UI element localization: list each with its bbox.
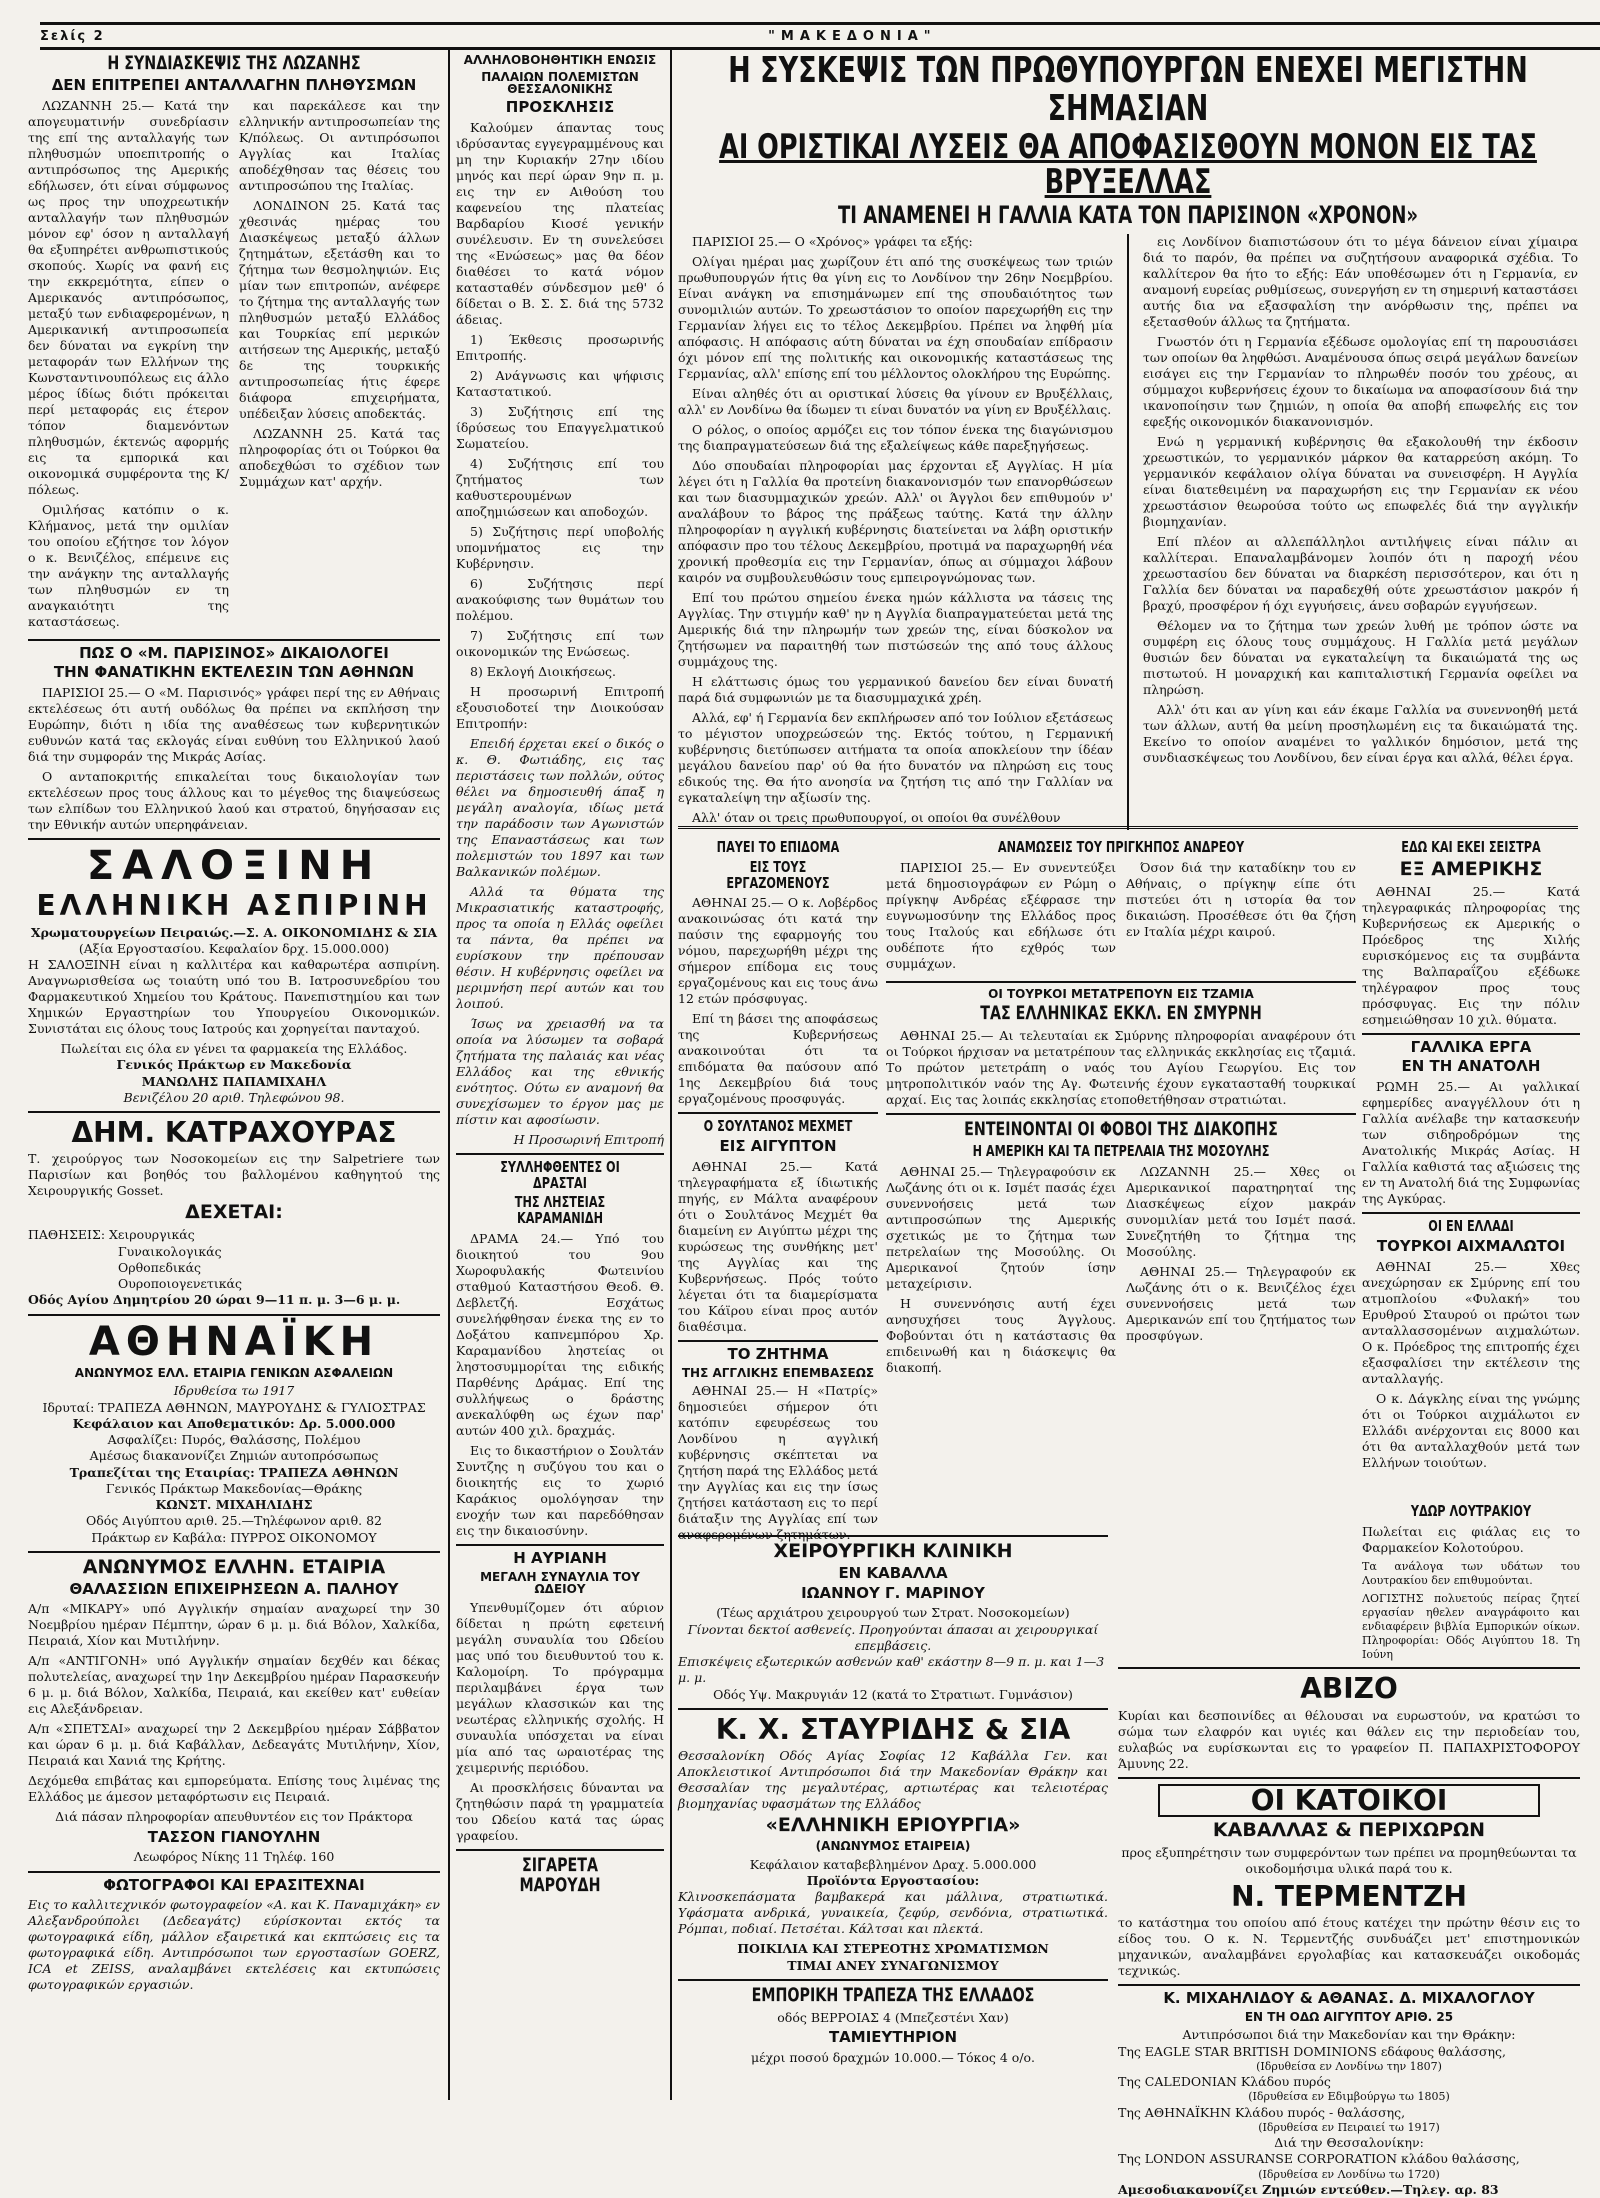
divider	[1362, 1033, 1580, 1035]
paragraph: ΛΩΖΑΝΝΗ 25.— Κατά την απογευματινήν συνεδρίασιν της επί της ανταλλαγής των πληθυσμών υποεπιτροπής ο αντιπρόσωπος της Αμερικής εδήλωσεν, ότι είναι σύμφωνος ως προς την υποχρεωτικήν ανταλλαγήν των πληθυσμών μόνον εφ' όσον η ανταλλαγή θα εξυπηρέτει ανθρωπιστικούς σκοπούς. Χωρίς να φανή εις την εκκρεμότητα, είπεν ο Αμερικανός αντιπρόσωπος, μεταξύ των ενδιαφερομένων, η Αμερικανική αντιπροσωπεία δεν δύναται να εγκρίνη την μεταφοράν των Ελλήνων της Κωνσταντινουπόλεως εις άλλο μέρος ίδίως διότι πρόκειται περί μεταφοράς εις έτερον τόπον διαμενόντων πληθυσμών, έκτενώς αφορμής εις τα εμπορικά και οικονομικά συμφέροντα της Κ/πόλεως.	[28, 97, 229, 497]
ad-line: ΠΑΘΗΣΕΙΣ: Χειρουργικάς	[28, 1227, 195, 1243]
ad-text: Θεσσαλονίκη Οδός Αγίας Σοφίας 12 Καβάλλα Γεν. και Αποκλειστικοί Αντιπρόσωποι διά την Μακεδονίαν Θράκην και Θεσσαλίαν της μεγαλυτέρας, αρτιωτέρας και τελειοτέρας βιομηχανίας υφασμάτων της Ελλάδος	[678, 1748, 1108, 1812]
divider	[1118, 1777, 1580, 1779]
ad-line: Οδός Υψ. Μακρυγιάν 12 (κατά το Στρατιωτ. Γυμνάσιον)	[713, 1686, 1073, 1702]
divider	[28, 1314, 440, 1316]
ad-line: Επισκέψεις εξωτερικών ασθενών καθ' εκάστην 8—9 π. μ. και 1—3 μ. μ.	[678, 1654, 1105, 1686]
paragraph: Αλλά τα θύματα της Μικρασιατικής καταστροφής, προς τα οποία η Ελλάς οφείλει τα πάντα, θα πρέπει να ευρίσκουν την πρέπουσαν θέσιν. Η κυβέρνησις οφείλει να μεριμνήση περί αυτών και του λοιπού.	[456, 883, 664, 1011]
ad-line: Της CALEDONIAN Κλάδου πυρός	[1118, 2074, 1331, 2090]
ad-line: Πωλείται εις όλα εν γένει τα φαρμακεία της Ελλάδος.	[60, 1041, 408, 1057]
headline: ΕΔΩ ΚΑΙ ΕΚΕΙ ΣΕΙΣΤΡΑ	[1401, 838, 1541, 856]
paragraph: Ίσως να χρειασθή να τα οποία να λύσωμεν τα σοβαρά ζητήματα της παλαιάς και νέας Ελλάδος και της εθνικής ενότητος. Ούτω εν αναμονή θα συνεχίσωμεν το έργον μας με πίστιν και αφοσίωσιν.	[456, 1015, 664, 1127]
ad-title: ΔΗΜ. ΚΑΤΡΑΧΟΥΡΑΣ	[71, 1116, 397, 1150]
divider	[456, 1153, 664, 1155]
ad-line: Οδός Αγίου Δημητρίου 20 ώραι 9—11 π. μ. 3—6 μ. μ.	[28, 1292, 401, 1308]
paragraph: ΑΘΗΝΑΙ 25.— Αι τελευταίαι εκ Σμύρνης πληροφορίαι αναφέρουν ότι οι Τούρκοι ήρχισαν να μετατρέπουν τας ελληνικάς εκκλησίας εις τζαμιά. Το πρώτον μετετράπη ο ναός του Αγίου Γεωργίου. Εις τον μητροπολιτικόν ναόν της Αγ. Φωτεινής έχουν εγκατασταθή τουρκικαί αρχαί. Εις τας λοιπάς εκκλησίας ετοποθετήθησαν στρατιώται.	[886, 1028, 1356, 1108]
article-earthquake	[1362, 840, 1580, 1028]
ad-line: Ουροποιογενετικάς	[118, 1276, 242, 1292]
divider	[678, 1112, 878, 1114]
paragraph: ΑΘΗΝΑΙ 25.— Η «Πατρίς» δημοσιεύει σήμερον ότι κατόπιν εφευρέσεως του Λονδίνου η αγγλική κυβέρνησις σκέπτεται να ζητήση παρά της Ελλάδος μετά την Αγγλίας και εις την ίσως ζητήσει κατάσταση εις το περί διάταξιν της Αγγλίας επί των αναφερομένων ζητημάτων.	[678, 1383, 878, 1543]
paragraph: Η συνεννόησις αυτή έχει ανησυχήσει τους Άγγλους. Φοβούνται ότι η κατάστασις θα επιδεινωθή και η διάσκεψις θα διακοπή.	[886, 1295, 1116, 1375]
ad-abizo	[1118, 1674, 1580, 1771]
divider	[1362, 1212, 1580, 1214]
ad-line: Λεωφόρος Νίκης 11 Τηλέφ. 160	[133, 1849, 335, 1865]
ad-line: (Ιδρυθείσα εν Λονδίνω τω 1720)	[1258, 2167, 1440, 2181]
lead-headline-3: ΤΙ ΑΝΑΜΕΝΕΙ Η ΓΑΛΛΙΑ ΚΑΤΑ ΤΟΝ ΠΑΡΙΣΙΝΟΝ «ΧΡΟΝΟΝ»	[837, 200, 1419, 229]
ad-termentzi	[1118, 1784, 1580, 1979]
ad-clinic	[678, 1542, 1108, 1703]
ad-line: Τραπεζίται της Εταιρίας: ΤΡΑΠΕΖΑ ΑΘΗΝΩΝ	[69, 1464, 399, 1480]
article-prince-andrew	[886, 840, 1356, 976]
paragraph: Ο ανταποκριτής επικαλείται τους δικαιολογίαν των εκτελέσεων προς τους άλλους και το μέγεθος της διαψεύσεως των ελπίδων του Ελληνικού λαού και στρατού, δηγήσασαν εις την Εθνικήν αυτών υπερηφάνειαν.	[28, 769, 440, 833]
ad-brand-sub: (ΑΝΩΝΥΜΟΣ ΕΤΑΙΡΕΙΑ)	[815, 1839, 971, 1854]
ad-text: Α/π «ΜΙΚΑΡΥ» υπό Αγγλικήν σημαίαν αναχωρεί την 30 Νοεμβρίου ημέραν Πέμπτην, ώραν 6 μ. μ. διά Βόλον, Χαλκίδα, Πειραιά, Χίον και Μυτιλήνην.	[28, 1601, 440, 1649]
article-french-works	[1362, 1037, 1580, 1208]
ad-footer: ΣΙΓΑΡΕΤΑ ΜΑΡΟΥΔΗ	[519, 1853, 601, 1896]
paragraph: και παρεκάλεσε και την ελληνικήν αντιπροσωπείαν της Κ/πόλεως. Οι αντιπρόσωποι Αγγλίας και Ιταλίας αποδέχθησαν τας θέσεις του αντιπροσώπου της Ιταλίας.	[239, 97, 440, 193]
ad-title: ΥΔΩΡ ΛΟΥΤΡΑΚΙΟΥ	[1410, 1502, 1532, 1520]
ad-subtitle: ΔΕΧΕΤΑΙ:	[185, 1201, 283, 1224]
paragraph: ΡΩΜΗ 25.— Αι γαλλικαί εφημερίδες αναγγέλλουν ότι η Γαλλία ανέλαβε την κατασκευήν των σιδηροδρόμων της Ανατολικής Μικράς Ασίας. Η Γαλλία καθιστά τας αξιώσεις της εν τη Ανατολή διά της Συμφωνίας της Αγκύρας.	[1362, 1079, 1580, 1207]
divider	[678, 1708, 1108, 1710]
divider	[886, 981, 1356, 983]
ad-title: ΑΝΩΝΥΜΟΣ ΕΛΛΗΝ. ΕΤΑΙΡΙΑ	[82, 1555, 386, 1578]
paragraph: Ομιλήσας κατόπιν ο κ. Κλήμανος, μετά την ομιλίαν του οποίου εζήτησε τον λόγον ο κ. Βενιζέλος, επέμεινε εις την ανάγκην της ανταλλαγής των πληθυσμών εν τη αναγκαιότητι της καταστάσεως.	[28, 501, 229, 629]
notice-title: ΑΛΛΗΛΟΒΟΗΘΗΤΙΚΗ ΕΝΩΣΙΣ	[463, 53, 657, 67]
ad-name: ΙΩΑΝΝΟΥ Γ. ΜΑΡΙΝΟΥ	[801, 1583, 985, 1602]
ad-title: ΟΙ ΚΑΤΟΙΚΟΙ	[1158, 1784, 1540, 1817]
article-sultan	[678, 1119, 878, 1335]
paragraph: Θέλομεν να το ζήτημα των χρεών λυθή με τρόπον ώστε να συμφέρη εις όλους τους συμμάχους. Η Γαλλία μετά μεγάλων θυσιών δεν δύναται να εγκαταλείψη τα δικαιώματά της ως πιστωτού. Η μοναρχική και καπιταλιστική Γερμανία οφείλει να πληρώση.	[1143, 618, 1578, 698]
ad-text: Εις το καλλιτεχνικόν φωτογραφείον «Α. και Κ. Παναμιχάκη» εν Αλεξανδρούπολει (Δεδεαγάτς) εύρίσκονται εκτός τα φωτογραφικά είδη, μάλλον εξαιρετικά και εκπτώσεις εις τα φωτογραφικά είδη. Αντιπρόσωποι των εργοστασίων GOERZ, ICA et ZEISS, αναλαμβάνει εκτελέσεις και εκτυπώσεις φωτογραφικών εργασιών.	[28, 1897, 440, 1993]
ad-line: προς εξυπηρέτησιν των συμφερόντων των πρέπει να προμηθεύωνται τα οικοδομήσιμα υλικά παρά του κ.	[1121, 1845, 1577, 1877]
paragraph: Αι προσκλήσεις δύνανται να ζητηθώσιν παρά τη γραμματεία του Ωδείου κατά τας ώρας γραφείου.	[456, 1779, 664, 1843]
ad-title: Κ. Χ. ΣΤΑΥΡΙΔΗΣ & ΣΙΑ	[715, 1712, 1071, 1746]
column-left	[28, 50, 440, 1997]
paragraph: Ο κ. Δάγκλης είναι της γνώμης ότι οι Τούρκοι αιχμάλωτοι εν Ελλάδι ανέρχονται εις 8000 και ότι θα ανταλλαχθούν μετά των Ελλήνων τοιούτων.	[1362, 1390, 1580, 1470]
headline: ΠΩΣ Ο «Μ. ΠΑΡΙΣΙΝΟΣ» ΔΙΚΑΙΟΛΟΓΕΙ	[79, 643, 389, 662]
ad-line: Διά πάσαν πληροφορίαν απευθυντέον εις τον Πράκτορα	[55, 1809, 413, 1825]
subheadline: ΔΕΝ ΕΠΙΤΡΕΠΕΙ ΑΝΤΑΛΛΑΓΗΝ ΠΛΗΘΥΣΜΩΝ	[51, 75, 417, 94]
masthead-title: "ΜΑΚΕΔΟΝΙΑ"	[768, 28, 937, 44]
ad-line: μέχρι ποσού δραχμών 10.000.— Τόκος 4 ο/ο.	[750, 2049, 1036, 2065]
subheadline: ΤΗΝ ΦΑΝΑΤΙΚΗΝ ΕΚΤΕΛΕΣΙΝ ΤΩΝ ΑΘΗΝΩΝ	[53, 663, 415, 682]
column-rule	[448, 50, 450, 2100]
paragraph: ΑΘΗΝΑΙ 25.— Κατά τηλεγραφήματα εξ ίδιωτικής πηγής, εν Μάλτα αναφέρουν ότι ο Σουλτάνος Μεχμέτ θα διαμείνη εν Αιγύπτω μέχρι της κυρώσεως της συνθήκης μετ' της Αγγλίας και της Κυβερνήσεως. Πρός τούτο λέγεται ότι τα διαμερίσματα του Κάϊρου είναι προς αυτόν διαθέσιμα.	[678, 1158, 878, 1334]
ad-line: ΚΩΝΣΤ. ΜΙΧΑΗΛΙΔΗΣ	[155, 1497, 313, 1512]
ad-athinaiki	[28, 1318, 440, 1546]
headline: ΠΑΥΕΙ ΤΟ ΕΠΙΔΟΜΑ	[716, 838, 840, 856]
ad-line: Ασφαλίζει: Πυρός, Θαλάσσης, Πολέμου	[107, 1432, 361, 1447]
ad-subtitle: ΕΝ ΚΑΒΑΛΛΑ	[838, 1563, 948, 1582]
list-item: 7) Συζήτησις επί των οικονομικών της Ενώσεως.	[456, 627, 664, 659]
subheadline: ΤΑΣ ΕΛΛΗΝΙΚΑΣ ΕΚΚΛ. ΕΝ ΣΜΥΡΝΗ	[980, 1002, 1262, 1025]
ad-subtitle: ΕΛΛΗΝΙΚΗ ΑΣΠΙΡΙΝΗ	[36, 889, 432, 923]
paragraph: Καλούμεν άπαντας τους ιδρύσαντας εγγεγραμμένους και μη την Κυριακήν 27ην ιδίου μηνός και περί ώραν 9ην π. μ. εις την εν Αιθούση του καφενείου της πλατείας Βαρδαρίου Κιοσέ γενικήν συνέλευσιν. Εν τη συνελεύσει της «Ενώσεως» μας θα δέον διαθέσει το κατά νόμον κατασταθέν σύνδεσμον μεθ' ό δίδεται ο Β. Σ. Σ. διά της 5732 άδειας.	[456, 119, 664, 327]
ad-line: Ιδρυταί: ΤΡΑΠΕΖΑ ΑΘΗΝΩΝ, ΜΑΥΡΟΥΔΗΣ & ΓΥΛΙΟΣΤΡΑΣ	[42, 1399, 426, 1415]
ornament-rule	[678, 826, 1578, 835]
masthead	[40, 22, 1600, 50]
ad-text: Πωλείται εις φιάλας εις το Φαρμακείον Κολοτούρου.	[1362, 1523, 1580, 1555]
headline: Η ΑΥΡΙΑΝΗ	[513, 1548, 607, 1567]
divider	[456, 1849, 664, 1851]
paragraph: ΛΩΖΑΝΝΗ 25.— Χθες οι Αμερικανικοί παρατηρηταί της Διασκέψεως είχον μακράν συνομιλίαν μετά του Ισμέτ πασά. Συνεζητήθη το ζήτημα της Μοσούλης.	[1126, 1163, 1356, 1259]
paragraph: ΠΑΡΙΣΙΟΙ 25.— Ο «Μ. Παρισινός» γράφει περί της εν Αθήναις εκτελέσεως ότι αυτή ουδόλως θα πρέπει να εκπλήσση την Ευρώπην, διότι η ιδία της αναθέσεως των κυβερνητικών ευθυνών κατά τας εκλογάς είναι ευθύνη του Ελληνικού λαού διά την συμφοράν της Μικράς Ασίας.	[28, 685, 440, 765]
ad-line: Κεφάλαιον και Αποθεματικόν: Δρ. 5.000.000	[72, 1415, 396, 1431]
ads-right	[1118, 1500, 1580, 2197]
paragraph: Επειδή έρχεται εκεί ο δικός ο κ. Θ. Φωτιάδης, εις τας περιστάσεις των πολλών, ούτος θέλει να δημοσιευθή άπαξ η μεγάλη αναλογία, ιδίως μετά την παράδοσιν των Αγωνιστών της Επαναστάσεως και των πολεμιστών του 1897 και των Βαλκανικών πολέμων.	[456, 735, 664, 879]
ad-line: (Αξία Εργοστασίου. Κεφαλαίον δρχ. 15.000.000)	[78, 940, 390, 956]
paragraph: Εις το δικαστήριον ο Σουλτάν Συντζης η συζύγου του και ο διοικητής εις το χωριό Καράκιος ομολόγησαν την ενοχήν των και παρεδόθησαν εις την δικαιοσύνην.	[456, 1442, 664, 1538]
headline: ΑΝΑΜΩΣΕΙΣ ΤΟΥ ΠΡΙΓΚΗΠΟΣ ΑΝΔΡΕΟΥ	[997, 838, 1245, 856]
paragraph: ΠΑΡΙΣΙΟΙ 25.— Ο «Χρόνος» γράφει τα εξής:	[692, 234, 973, 250]
divider	[678, 1979, 1108, 1981]
paragraph: Ο ρόλος, ο οποίος αρμόζει εις τον τόπον ένεκα της διαγώνισμου της διαπραγματεύσεων διά της εξαλείψεως κάθε παρεξηγήσεως.	[678, 422, 1113, 454]
list-item: 2) Ανάγνωσις και ψήφισις Καταστατικού.	[456, 367, 664, 399]
paragraph: ΑΘΗΝΑΙ 25.— Ο κ. Λοβέρδος ανακοινώσας ότι κατά την παύσιν της εφαρμογής του νόμου, παρεχωρήθη μέχρι της σήμερον επίδομα εις τους εργαζομένους και εις τους άνω 12 ετών πρόσφυγας.	[678, 895, 878, 1007]
headline: ΕΝΤΕΙΝΟΝΤΑΙ ΟΙ ΦΟΒΟΙ ΤΗΣ ΔΙΑΚΟΠΗΣ	[964, 1118, 1278, 1141]
ad-title: ΧΕΙΡΟΥΡΓΙΚΗ ΚΛΙΝΙΚΗ	[773, 1540, 1013, 1562]
subheadline: ΕΙΣ ΑΙΓΥΠΤΟΝ	[719, 1137, 837, 1155]
masthead-page: Σελίς 2	[40, 28, 105, 44]
paragraph: Η ελάττωσις όμως του γερμανικού δανείου δεν είναι δυνατή παρά διά συμφωνιών με τα διασυμμαχικά χρέη.	[678, 674, 1113, 706]
signature: Η Προσωρινή Επιτροπή	[513, 1131, 664, 1147]
ad-text: Τ. χειρούργος των Νοσοκομείων εις την Salpetriere των Παρισίων και βοηθός του βαλλομένου καθηγητού της Χειρουργικής Gosset.	[28, 1151, 440, 1199]
ad-line: (Τέως αρχιάτρου χειρουργού των Στρατ. Νοσοκομείων)	[716, 1605, 1070, 1621]
paragraph: Όσον διά την καταδίκην του εν Αθήναις, ο πρίγκηψ είπε ότι πιστεύει ότι η ιστορία θα τον δικαιώση. Προσέθεσε ότι θα ζήση εν Ιταλία μέχρι καιρού.	[1126, 859, 1356, 939]
article-mosul	[886, 1120, 1356, 1380]
ad-line: ΤΙΜΑΙ ΑΝΕΥ ΣΥΝΑΓΩΝΙΣΜΟΥ	[787, 1957, 999, 1973]
headline: ΟΙ ΕΝ ΕΛΛΑΔΙ	[1428, 1217, 1514, 1236]
ad-title: ΑΒΙΖΟ	[1300, 1672, 1398, 1706]
ad-line: Γυναικολογικάς	[118, 1243, 222, 1259]
subheadline: ΤΗΣ ΑΓΓΛΙΚΗΣ ΕΠΕΜΒΑΣΕΩΣ	[681, 1365, 875, 1380]
list-item: 4) Συζήτησις επί του ζητήματος των καθυστερουμένων αποζημιώσεων και αποδοχών.	[456, 455, 664, 519]
article-concert	[456, 1548, 664, 1844]
ad-text: Κλινοσκεπάσματα βαμβακερά και μάλλινα, στρατιωτικά. Υφάσματα ανδρικά, γυναικεία, ζεφύρ, σενδόνια, στρατιωτικά. Ρόμπαι, ποδιαί. Πετσέται. Κάλτσαι και πλεκτά.	[678, 1889, 1108, 1937]
list-item: 8) Εκλογή Διοικήσεως.	[470, 663, 616, 679]
ad-line: Προϊόντα Εργοστασίου:	[806, 1873, 980, 1889]
ad-line: Αμεσοδιακανονίζει Ζημιών εντεύθεν.—Τηλεγ. αρ. 83	[1118, 2181, 1499, 2197]
list-item: 1) Έκθεσις προσωρινής Επιτροπής.	[456, 331, 664, 363]
ad-text: Η ΣΑΛΟΞΙΝΗ είναι η καλλιτέρα και καθαρωτέρα ασπιρίνη. Αναγνωρισθείσα ως τοιαύτη υπό του Β. Ιατροσυνεδρίου του Φαρμακευτικού Χημείου του Κράτους. Πανεπιστημίου και των Χημικών Εργαστηρίων του Υπουργείου Οικονομικών. Συνιστάται εις όλους τους Ιατρούς και χορηγείται πανταχού.	[28, 957, 440, 1037]
ad-loutraki	[1362, 1504, 1580, 1662]
ad-paliou	[28, 1555, 440, 1866]
ad-text: Τα ανάλογα των υδάτων του Λουτρακίου δεν επιθυμούνται.	[1362, 1559, 1580, 1587]
ad-line: Ορθοπεδικάς	[118, 1259, 202, 1275]
subheadline: ΤΗΣ ΛΗΣΤΕΙΑΣ ΚΑΡΑΜΑΝΙΔΗ	[514, 1193, 606, 1228]
ad-subtitle: ΕΝ ΤΗ ΟΔΩ ΑΙΓΥΠΤΟΥ ΑΡΙΘ. 25	[1244, 2009, 1454, 2024]
divider	[678, 1535, 1108, 1537]
lead-column-right	[1143, 234, 1578, 830]
mid-column-b	[886, 836, 1356, 1536]
ad-text: ΛΟΓΙΣΤΗΣ πολυετούς πείρας ζητεί εργασίαν ηθελεν αναγράφοιτο και ενδιαφέρειν βιβλία Εμπορικών οίκων. Πληροφορίαι: Οδός Αιγύπτου 18. Τη Ιούνη	[1362, 1591, 1580, 1662]
notice-veterans	[456, 54, 664, 1148]
ad-line: Της ΑΘΗΝΑΪΚΗΝ Κλάδου πυρός - θαλάσσης,	[1118, 2104, 1406, 2120]
subheadline: ΕΙΣ ΤΟΥΣ ΕΡΓΑΖΟΜΕΝΟΥΣ	[726, 857, 830, 892]
ad-line: (Ιδρυθείσα εν Λονδίνω την 1807)	[1256, 2059, 1442, 2073]
headline: ΣΥΛΛΗΦΘΕΝΤΕΣ ΟΙ ΔΡΑΣΤΑΙ	[500, 1157, 620, 1192]
article-parisinos	[28, 643, 440, 834]
divider	[28, 1111, 440, 1113]
ad-line: Πράκτωρ εν Καβάλα: ΠΥΡΡΟΣ ΟΙΚΟΝΟΜΟΥ	[91, 1529, 377, 1545]
divider	[28, 1551, 440, 1553]
headline: Η ΣΥΝΔΙΑΣΚΕΨΙΣ ΤΗΣ ΛΩΖΑΝΗΣ	[107, 52, 361, 74]
ad-photographers	[28, 1875, 440, 1994]
article-english-intervention	[678, 1344, 878, 1543]
paragraph: ΑΘΗΝΑΙ 25.— Τηλεγραφούσιν εκ Λωζάνης ότι οι κ. Ισμέτ πασάς έχει συνεννοήσεις μετά των αντιπροσώπων της Αμερικής σχετικώς με το ζήτημα των πετρελαίων της Μοσούλης. Οι Αμερικανοί ζητούν ίσην μεταχείρισιν.	[886, 1163, 1116, 1291]
mid-column-a	[678, 836, 878, 1543]
paragraph: ΑΘΗΝΑΙ 25.— Τηλεγραφούν εκ Λωζάνης ότι ο κ. Βενιζέλος έχει συνεννοήσεις μετά των Αμερικανών επί του ζητήματος των προσφύγων.	[1126, 1263, 1356, 1343]
ad-line: Διά την Θεσσαλονίκην:	[1274, 2135, 1424, 2151]
ad-line: Γενικός Πράκτωρ εν Μακεδονία	[116, 1057, 352, 1073]
article-prisoners	[1362, 1219, 1580, 1471]
paragraph: Επί του πρώτου σημείου ένεκα ημών κάλλιστα να τάσεις της Αγγλίας. Την στιγμήν καθ' ην η Αγγλία διαπραγματεύεται μετά της Αμερικής διά την πληρωμήν των χρεών της, είναι δύσκολον να ζητήσωμεν να παραιτηθή των πιστώσεών της από τους άλλους συμμάχους της.	[678, 590, 1113, 670]
article-smyrna	[886, 988, 1356, 1109]
ad-katrachouras	[28, 1118, 440, 1309]
ad-line: Αντιπρόσωποι διά την Μακεδονίαν και την Θράκην:	[1182, 2027, 1516, 2043]
paragraph: Επί τη βάσει της αποφάσεως της Κυβερνήσεως ανακοινούται ότι τα επιδόματα θα παύσουν από 1ης Δεκεμβρίου διά τους εργαζομένους προσφυγάς.	[678, 1011, 878, 1107]
ad-line: ΤΑΜΙΕΥΤΗΡΙΟΝ	[828, 2028, 958, 2047]
article-allowance	[678, 840, 878, 1107]
paragraph: Επί πλέον αι αλλεπάλληλοι αντιλήψεις είναι πάλιν αι καλλίτεραι. Επαναλαμβάνομεν λοιπόν ότι η παροχή νέου χρεωστασίου δεν δύναται να διαρκέση περισσότερον, και ότι η Γαλλία δεν δύναται να παραδεχθή ούτε χρεωστάσιον μακρόν ή βραχύ, προσφέρον ή όχι εγγυήσεις, άνευ σοβαρών εγγυήσεων.	[1143, 534, 1578, 614]
headline: ΤΟ ΖΗΤΗΜΑ	[727, 1344, 829, 1363]
ad-line: Βενιζέλου 20 αριθ. Τηλεφώνου 98.	[123, 1089, 345, 1105]
ad-line: οδός ΒΕΡΡΟΙΑΣ 4 (Μπεζεστένι Χαν)	[777, 2009, 1009, 2025]
ad-line: Γενικός Πράκτωρ Μακεδονίας—Θράκης	[105, 1480, 363, 1496]
ad-line: ΜΑΝΩΛΗΣ ΠΑΠΑΜΙΧΑΗΛ	[141, 1073, 327, 1089]
ad-brand: «ΕΛΛΗΝΙΚΗ ΕΡΙΟΥΡΓΙΑ»	[765, 1814, 1021, 1837]
ad-line: Ιδρυθείσα τω 1917	[173, 1383, 295, 1399]
ad-title: ΣΑΛΟΞΙΝΗ	[86, 843, 382, 890]
ad-line: (Ιδρυθείσα εν Πειραιεί τω 1917)	[1258, 2120, 1440, 2134]
ad-text: Α/π «ΑΝΤΙΓΟΝΗ» υπό Αγγλικήν σημαίαν δεχθέν και δέκας πολυτελείας, αναχωρεί την 1ην Δεκεμβρίου ημέραν Παρασκευήν 6 μ. μ. διά Βόλον, Χαλκίδα, Πειραιά, και εκείθεν κατ' ευθείαν εις Αλεξάνδρειαν.	[28, 1653, 440, 1717]
divider	[1118, 1667, 1580, 1669]
divider	[28, 1871, 440, 1873]
list-item: 3) Συζήτησις επί της ίδρύσεως του Επαγγελματικού Σωματείου.	[456, 403, 664, 451]
list-item: 5) Συζήτησις περί υποβολής υπομνήματος εις την Κυβέρνησιν.	[456, 523, 664, 571]
notice-heading: ΠΡΟΣΚΛΗΣΙΣ	[505, 97, 615, 116]
ad-title: Κ. ΜΙΧΑΗΛΙΔΟΥ & ΑΘΑΝΑΣ. Δ. ΜΙΧΑΛΟΓΛΟΥ	[1163, 1988, 1535, 2007]
subheadline: ΕΞ ΑΜΕΡΙΚΗΣ	[1399, 857, 1543, 880]
headline: Ο ΣΟΥΛΤΑΝΟΣ ΜΕΧΜΕΤ	[703, 1117, 853, 1136]
ad-line: Οδός Αιγύπτου αριθ. 25.—Τηλέφωνον αριθ. 82	[86, 1513, 382, 1529]
paragraph: ΑΘΗΝΑΙ 25.— Κατά τηλεγραφικάς πληροφορίας της Κυβερνήσεως εκ Αμερικής ο Πρόεδρος της Χιλής ευρισκόμενος εις τα συμβάντα της Βαλπαραΐζου εξέδωκε τηλέγραφον προς τους πρόσφυγας. Εις την πόλιν εσημειώθησαν 10 χιλ. θύματα.	[1362, 883, 1580, 1027]
lead-column-left	[678, 234, 1113, 830]
headline: ΟΙ ΤΟΥΡΚΟΙ ΜΕΤΑΤΡΕΠΟΥΝ ΕΙΣ ΤΖΑΜΙΑ	[988, 986, 1254, 1001]
paragraph: Γνωστόν ότι η Γερμανία εξέδωσε ομολογίας επί τη παρουσιάσει των οποίων θα ληφθώσι. Αναμένουσα όπως σειρά μεγάλων δανείων εισάγει εις την Γερμανίαν το πληρωθέν ποσόν του χρέους, αι σύμμαχοι κυβερνήσεις έχουν το δικαίωμα να αποφασίσουν διά την ικανοποίησιν των ζημιών, η οποία θα αποβή επωφελής εις τον εφεξής οικονομικόν διακανονισμόν.	[1143, 334, 1578, 430]
ad-line: Αμέσως διακανονίζει Ζημιών αυτοπρόσωπως	[89, 1448, 379, 1464]
divider	[28, 639, 440, 641]
headline: ΓΑΛΛΙΚΑ ΕΡΓΑ	[1410, 1037, 1532, 1056]
ad-line: Της LONDON ASSURANSE CORPORATION κλάδου θαλάσσης,	[1118, 2151, 1520, 2167]
ad-name: Ν. ΤΕΡΜΕΝΤΖΗ	[1231, 1879, 1467, 1913]
paragraph: Η προσωρινή Επιτροπή εξουσιοδοτεί την Διοικούσαν Επιτροπήν:	[456, 683, 664, 731]
article-arrest	[456, 1157, 664, 1539]
paragraph: Αλλά, εφ' ή Γερμανία δεν εκπλήρωσεν από τον Ιούλιον εξετάσεως το μέγιστον υποχρεώσεών της. Εκτός τούτου, η Γερμανική κυβέρνησις διετύπωσεν αιτήματα τα οποία αποκλείουν την ίδέαν μεγάλου δανείου παρ' ού θα ήτο δυνατόν να πληρώση εις τους εδικούς της. Θα ήτο ανοησία να ζητήση τις από την Γαλλίαν να εγκαταλείψη την αξίωσίν της.	[678, 710, 1113, 806]
subheadline: ΤΟΥΡΚΟΙ ΑΙΧΜΑΛΩΤΟΙ	[1376, 1236, 1566, 1255]
ad-name: ΤΑΣΣΟΝ ΓΙΑΝΟΥΛΗΝ	[147, 1827, 321, 1846]
ad-text: Δεχόμεθα επιβάτας και εμπορεύματα. Επίσης τους λιμένας της Ελλάδος με άμεσον μεταφόρτωσιν εις Πειραιά.	[28, 1773, 440, 1805]
lead-headline: Η ΣΥΣΚΕΨΙΣ ΤΩΝ ΠΡΩΘΥΠΟΥΡΓΩΝ ΕΝΕΧΕΙ ΜΕΓΙΣΤΗΝ ΣΗΜΑΣΙΑΝ	[728, 50, 1528, 129]
column-rule	[670, 50, 672, 2100]
paragraph: ΔΡΑΜΑ 24.— Υπό του διοικητού του 9ου Χωροφυλακής Φωτεινίου σταθμού Καταστήσου Θεοδ. Θ. Δεβλετζή. Εσχάτως συνελήφθησαν ένεκα της εν το Δοξάτου καπνεμπόρου Χρ. Καραμανίδου ληστείας οι ληστοσυμμορίται της ειδικής Παρθένης Δράμας. Επί της συλλήψεως ο δράστης ανεκαλύφθη ως έχων παρ' αυτών 400 χιλ. δραχμάς.	[456, 1230, 664, 1438]
ad-text: το κατάστημα του οποίου από έτους κατέχει την πρώτην θέσιν εις το είδος του. Ο κ. Ν. Τερμεντζής συνδυάζει μετ' επιστημονικών μηχανικών, αναλαμβάνει εργολαβίας και κατασκευάζει οικοδομάς τεχνικώς.	[1118, 1914, 1580, 1978]
paragraph: ΑΘΗΝΑΙ 25.— Χθες ανεχώρησαν εκ Σμύρνης επί του ατμοπλοίου «Φυλακή» του Ερυθρού Σταυρού οι πρώτοι των ανταλλασσομένων αιχμαλώτων. Ο κ. Πρόεδρος της επιτροπής έχει εξασφαλίσει την εκτέλεσιν της ανταλλαγής.	[1362, 1258, 1580, 1386]
ad-saloxini	[28, 845, 440, 1106]
paragraph: Ενώ η γερμανική κυβέρνησις θα εξακολουθή την έκδοσιν χρεωστικών, το γερμανικόν μάρκον θα καταρρεύση ακόμη. Το γερμανικόν κεφάλαιον ολίγα δύναται να συνεισφέρη. Η Αγγλία είναι διατεθειμένη να παραχωρήση εις την Γερμανίαν εκ νέου χρεωστάσιον θεωρούσα τούτο ως επωφελές διά την αγγλικήν βιομηχανίαν.	[1143, 434, 1578, 530]
ad-line: Χρωματουργείων Πειραιώς.—Σ. Α. ΟΙΚΟΝΟΜΙΔΗΣ & ΣΙΑ	[30, 924, 438, 940]
paragraph: εις Λονδίνον διαπιστώσουν ότι το μέγα δάνειον είναι χίμαιρα διά το παρόν, θα πρέπει να συζητήσουν αναφορικά σχέδια. Το καλλίτερον θα ήτο το εξής: Εάν υποθέσωμεν ότι η Γερμανία, εν αναμονή ευρείας ρυθμίσεως, συνεργήση εν τη σημερινή καταστάσει αυτής δια να εξασφαλίση την ανόρθωσιν της, πρέπει να εξετασθούν άλλως τα ζητήματα.	[1143, 234, 1578, 330]
paragraph: ΛΩΖΑΝΝΗ 25. Κατά τας πληροφορίας ότι οι Τούρκοι θα αποδεχθώσι το σχέδιον των Συμμάχων κατ' αρχήν.	[239, 425, 440, 489]
ad-subtitle: ΑΝΩΝΥΜΟΣ ΕΛΛ. ΕΤΑΙΡΙΑ ΓΕΝΙΚΩΝ ΑΣΦΑΛΕΙΩΝ	[74, 1365, 394, 1380]
divider	[886, 1113, 1356, 1115]
subheadline: ΜΕΓΑΛΗ ΣΥΝΑΥΛΙΑ ΤΟΥ ΩΔΕΙΟΥ	[480, 1569, 640, 1597]
paragraph: Αλλ' όταν οι τρεις πρωθυπουργοί, οι οποίοι θα συνέλθουν	[692, 810, 1061, 826]
ad-insurance	[1118, 1988, 1580, 2198]
ad-subtitle: ΚΑΒΑΛΛΑΣ & ΠΕΡΙΧΩΡΩΝ	[1212, 1819, 1486, 1842]
ad-stavridis	[678, 1712, 1108, 1974]
divider	[28, 838, 440, 840]
paragraph: Δύο σπουδαίαι πληροφορίαι μας έρχονται εξ Αγγλίας. Η μία λέγει ότι η Γαλλία θα προτείνη διακανονισμόν των επανορθώσεων και των διασυμμαχικών χρεών. Αλλ' οι Άγγλοι δεν επιθυμούν ν' αναλάβουν το βάρος της πράξεως ταύτης. Κατά την άλλην πληροφορίαν η αγγλική κυβέρνησις διατείνεται να λάβη οριστικήν απόφασιν προ του τέλους Δεκεμβρίου, προτιμά να παραχωρηθή νέα χρονική προθεσμία εις την Γερμανίαν, όπως αι σύμμαχοι λάβουν καιρόν να συμβουλευθώσιν τους εμπειρογνώμονας των.	[678, 458, 1113, 586]
paragraph: Αλλ' ότι και αν γίνη και εάν έκαμε Γαλλία να συνεννοηθή μετά των άλλων, αυτή θα μείνη προσηλωμένη εις τα δικαιώματά της. Εκείνο το οποίον αναμένει το γαλλικόν δημόσιον, μετά της συνδιασκέψεως του Λονδίνου, δεν είναι έργα και αλλά, θέλει έργα.	[1143, 702, 1578, 766]
divider	[456, 1544, 664, 1546]
column-second	[456, 50, 664, 1900]
ad-title: ΕΜΠΟΡΙΚΗ ΤΡΑΠΕΖΑ ΤΗΣ ΕΛΛΑΔΟΣ	[751, 1983, 1035, 2006]
paragraph: ΠΑΡΙΣΙΟΙ 25.— Εν συνεντεύξει μετά δημοσιογράφων εν Ρώμη ο πρίγκηψ Ανδρέας εξέφρασε την ευγνωμοσύνην της Ελλάδος προς τους Ιταλούς και εδήλωσε ότι ουδέποτε ήτο εχθρός των συμμάχων.	[886, 859, 1116, 971]
ad-title: ΦΩΤΟΓΡΑΦΟΙ ΚΑΙ ΕΡΑΣΙΤΕΧΝΑΙ	[103, 1875, 365, 1894]
divider	[1118, 1984, 1580, 1986]
notice-title: ΠΑΛΑΙΩΝ ΠΟΛΕΜΙΣΤΩΝ ΘΕΣΣΑΛΟΝΙΚΗΣ	[481, 69, 639, 97]
ad-subtitle: ΘΑΛΑΣΣΙΩΝ ΕΠΙΧΕΙΡΗΣΕΩΝ Α. ΠΑΛΗΟΥ	[69, 1579, 399, 1598]
paragraph: Ολίγαι ημέραι μας χωρίζουν έτι από της συσκέψεως των τριών πρωθυπουργών ήτις θα γίνη εις το Λονδίνον την 26ην Νοεμβρίου. Είναι ανάγκη να επισημάνωμεν επί της σπουδαιότητος των συνομιλιών αυτών. Το χρεωστάσιον το οποίον παρεχωρήθη εις την Γερμανίαν λήγει εις το τέλος Δεκεμβρίου. Πρέπει να ληφθή μία απόφασις. Η απόφασις αύτη δύναται να έχη σπουδαίαν επίδρασιν όχι μόνον επί της πολιτικής και οικονομικής καταστάσεως της Γερμανίας, αλλ' επίσης επί του μέλλοντος ολοκλήρου της Ευρώπης.	[678, 254, 1113, 382]
ad-line: Κεφάλαιον καταβεβλημένον Δραχ. 5.000.000	[749, 1856, 1037, 1872]
ad-text: Α/π «ΣΠΕΤΣΑΙ» αναχωρεί την 2 Δεκεμβρίου ημέραν Σάββατον και ώραν 6 μ. μ. διά Καβάλλαν, Δεδεαγάτς Μυτιλήνην, Χίον, Πειραιά και Χανιά της Κρήτης.	[28, 1721, 440, 1769]
ad-emporiki-bank	[678, 1983, 1108, 2066]
paragraph: ΛΟΝΔΙΝΟΝ 25. Κατά τας χθεσινάς ημέρας του Διασκέψεως μεταξύ άλλων ζητημάτων, εξετάσθη και το ζήτημα των θεσμοληψιών. Εις μίαν των επιτροπών, ανέφερε το ζήτημα της ανταλλαγής των πληθυσμών μεταξύ Ελλάδος και Τουρκίας επί μερικών αιτήσεων της Αμερικής, μεταξύ δε της τουρκικής αντιπροσωπείας ήτις έφερε διάφορα επιχειρήματα, υπέδειξαν λύσεις αποδεκτάς.	[239, 197, 440, 421]
paragraph: Είναι αληθές ότι αι οριστικαί λύσεις θα γίνουν εν Βρυξέλλαις, αλλ' εν Λονδίνω θα ίδωμεν τι είναι δυνατόν να γίνη εν Βρυξέλλαις.	[678, 386, 1113, 418]
divider	[678, 1340, 878, 1342]
ad-title: ΑΘΗΝΑΪΚΗ	[88, 1318, 380, 1365]
lead-headline-2: ΑΙ ΟΡΙΣΤΙΚΑΙ ΛΥΣΕΙΣ ΘΑ ΑΠΟΦΑΣΙΣΘΟΥΝ ΜΟΝΟΝ ΕΙΣ ΤΑΣ ΒΡΥΞΕΛΛΑΣ	[719, 126, 1537, 203]
ad-line: Γίνονται δεκτοί ασθενείς. Προηγούνται άπασαι αι χειρουργικαί επεμβάσεις.	[687, 1621, 1099, 1653]
ad-text: Κυρίαι και δεσποινίδες αι θέλουσαι να ευρωστούν, να κρατώσι το σώμα των ελαφρόν και υγιές και θάλεν εις την περιοδείαν του, ευλαβώς να ευρίσκωνται εις το γραφείον Π. ΠΑΠΑΧΡΙΣΤΟΦΟΡΟΥ Άμυνης 22.	[1118, 1707, 1580, 1771]
article-lausanne	[28, 54, 440, 634]
subheadline: Η ΑΜΕΡΙΚΗ ΚΑΙ ΤΑ ΠΕΤΡΕΛΑΙΑ ΤΗΣ ΜΟΣΟΥΛΗΣ	[972, 1142, 1270, 1161]
subheadline: ΕΝ ΤΗ ΑΝΑΤΟΛΗ	[1401, 1057, 1541, 1076]
ad-line: (Ιδρυθείσα εν Εδιμβούργω τω 1805)	[1248, 2090, 1450, 2104]
paragraph: Υπενθυμίζομεν ότι αύριον δίδεται η πρώτη εφετεινή μεγάλη συναυλία του Ωδείου μας υπό του διευθυντού του κ. Καλομοίρη. Το πρόγραμμα περιλαμβάνει έργα των μεγάλων κλασσικών και της νεωτέρας ελληνικής σχολής. Η συναυλία υπόσχεται να είναι μία από τας ωραιοτέρας της χειμερινής περιόδου.	[456, 1599, 664, 1775]
ad-line: ΠΟΙΚΙΛΙΑ ΚΑΙ ΣΤΕΡΕΟΤΗΣ ΧΡΩΜΑΤΙΣΜΩΝ	[737, 1941, 1049, 1957]
column-right	[1362, 836, 1580, 1496]
list-item: 6) Συζήτησις περί ανακούφισης των θυμάτων του πολέμου.	[456, 575, 664, 623]
ad-line: Της EAGLE STAR BRITISH DOMINIONS εδάφους θαλάσσης,	[1118, 2043, 1506, 2059]
mid-ads	[678, 1530, 1108, 2100]
